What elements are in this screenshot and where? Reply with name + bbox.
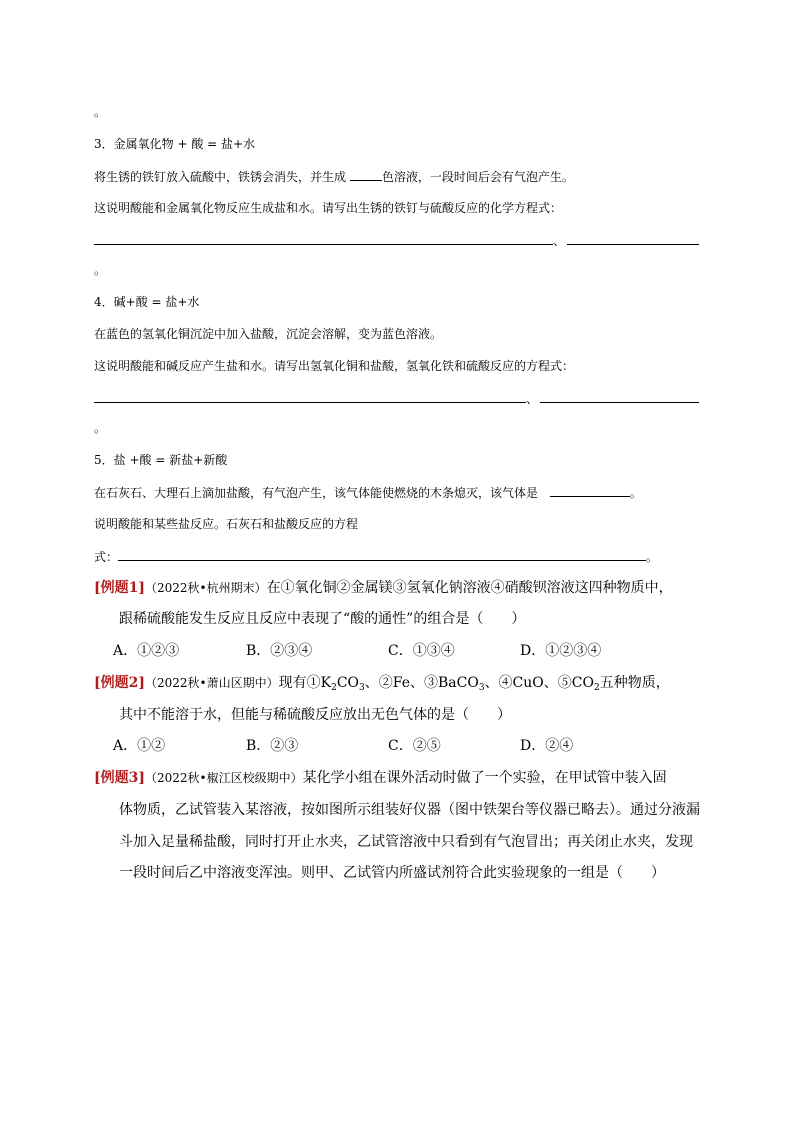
example-2-option-b[interactable]: B．②③ [246, 738, 299, 754]
example-2-option-c[interactable]: C．②⑤ [388, 738, 441, 754]
sub-co3: 3 [359, 683, 365, 693]
example-2-option-d[interactable]: D．②④ [520, 738, 574, 754]
section-4-line1: 在蓝色的氢氧化铜沉淀中加入盐酸，沉淀会溶解，变为蓝色溶液。 [94, 327, 443, 341]
example-2-text-b: CO [336, 675, 360, 691]
section-5-line1-text: 在石灰石、大理石上滴加盐酸，有气泡产生，该气体能使燃烧的木条熄灭，该气体是 [94, 486, 539, 500]
example-1-text1: 在①氧化铜②金属镁③氢氧化钠溶液④硝酸钡溶液这四种物质中， [266, 580, 673, 596]
example-1-option-b[interactable]: B．②③④ [246, 643, 313, 659]
example-3-line3: 斗加入足量稀盐酸，同时打开止水夹，乙试管溶液中只看到有气泡冒出；再关闭止水夹，发现 [119, 834, 693, 850]
example-1-line1 [94, 579, 673, 597]
separator: 、 [526, 392, 539, 406]
section-5-line3-end: 。 [646, 550, 659, 564]
section-5-title: 5．盐 +酸 = 新盐+新酸 [94, 453, 228, 467]
example-2-label: [例题2] [94, 675, 145, 691]
section-3-period: 。 [94, 263, 107, 277]
section-4-title: 4．碱+酸 = 盐+水 [94, 295, 200, 309]
example-2-line1 [94, 674, 670, 692]
example-2-text-c: 、②Fe、③BaCO [364, 675, 479, 691]
example-2-text-a: 现有①K [278, 675, 332, 691]
section-4-answer-line [94, 390, 699, 407]
example-1-option-d[interactable]: D．①②③④ [520, 643, 602, 659]
blank-equation-5[interactable] [118, 548, 646, 561]
blank-equation-1[interactable] [94, 232, 553, 245]
example-3-source: （2022秋•椒江区校级期中） [145, 771, 303, 785]
blank-equation-4[interactable] [540, 390, 699, 403]
example-1-option-a[interactable]: A．①②③ [113, 643, 180, 659]
example-2-text-d: 、④CuO、⑤CO [484, 675, 594, 691]
example-3-text1: 某化学小组在课外活动时做了一个实验，在甲试管中装入固 [302, 770, 667, 786]
sub-k2: 2 [331, 683, 337, 693]
section-5-line1-end: 。 [629, 486, 642, 500]
section-3-title: 3．金属氧化物 + 酸 = 盐+水 [94, 137, 256, 151]
section-3-answer-line [94, 232, 699, 249]
sub-baco3: 3 [478, 683, 485, 693]
section-3-line1-b: 色溶液，一段时间后会有气泡产生。 [381, 170, 574, 184]
blank-equation-2[interactable] [567, 232, 699, 245]
blank-gas[interactable] [550, 484, 630, 497]
section-3-line2: 这说明酸能和金属氧化物反应生成盐和水。请写出生锈的铁钉与硫酸反应的化学方程式： [94, 201, 563, 215]
example-3-line1 [94, 769, 667, 787]
example-3-line4: 一段时间后乙中溶液变浑浊。则甲、乙试管内所盛试剂符合此实验现象的一组是（ ） [119, 865, 665, 881]
top-period: 。 [94, 105, 107, 119]
section-3-line1-a: 将生锈的铁钉放入硫酸中，铁锈会消失，并生成 [94, 170, 347, 184]
example-1-label: [例题1] [94, 580, 145, 596]
example-2-source: （2022秋•萧山区期中） [145, 676, 279, 690]
example-2-option-a[interactable]: A．①② [113, 738, 166, 754]
example-2-line2: 其中不能溶于水，但能与稀硫酸反应放出无色气体的是（ ） [119, 707, 511, 723]
section-3-line1 [94, 168, 574, 185]
sub-co2: 2 [593, 683, 600, 693]
example-3-label: [例题3] [94, 770, 145, 786]
example-2-text-e: 五种物质， [599, 675, 670, 691]
section-4-line2: 这说明酸能和碱反应产生盐和水。请写出氢氧化铜和盐酸，氢氧化铁和硫酸反应的方程式： [94, 359, 575, 373]
separator: 、 [553, 234, 566, 248]
example-1-line2: 跟稀硫酸能发生反应且反应中表现了“酸的通性”的组合是（ ） [119, 611, 526, 627]
blank-color[interactable] [350, 168, 382, 181]
section-5-line3 [94, 548, 658, 565]
example-1-option-c[interactable]: C．①③④ [388, 643, 455, 659]
section-4-period: 。 [94, 421, 107, 435]
section-5-line3-prefix: 式： [94, 550, 119, 564]
example-3-line2: 体物质，乙试管装入某溶液，按如图所示组装好仪器（图中铁架台等仪器已略去）。通过分液漏 [119, 802, 700, 818]
section-5-line1 [94, 484, 642, 501]
blank-equation-3[interactable] [94, 390, 526, 403]
section-5-line2: 说明酸能和某些盐反应。石灰石和盐酸反应的方程 [94, 517, 359, 531]
example-1-source: （2022秋•杭州期末） [145, 581, 267, 595]
